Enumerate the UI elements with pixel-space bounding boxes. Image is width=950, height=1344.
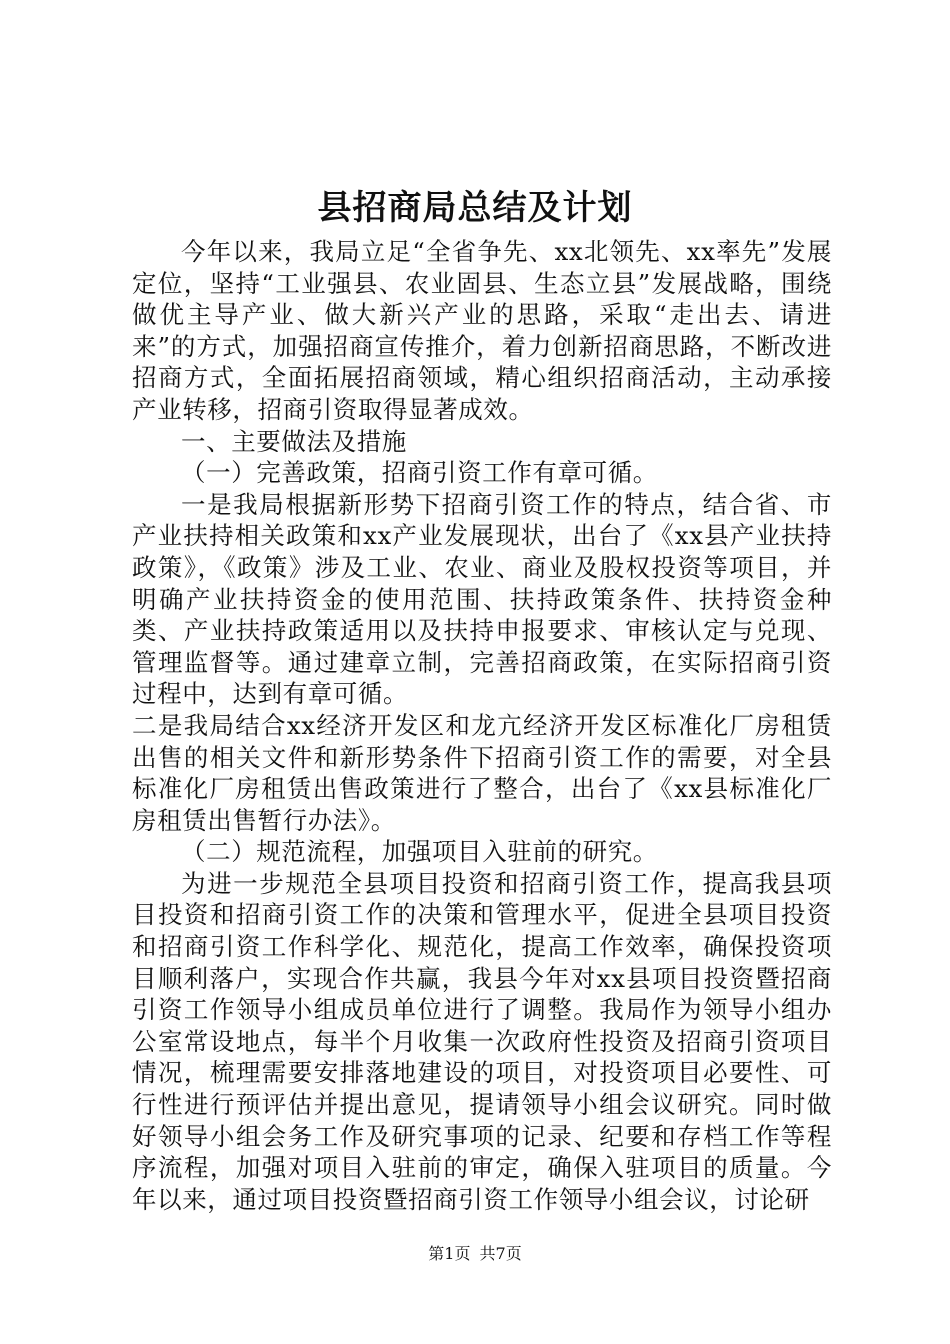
document-body — [132, 236, 832, 1215]
body-paragraph: 二是我局结合xx经济开发区和龙亢经济开发区标准化厂房租赁出售的相关文件和新形势条件下招商引资工作的需要，对全县标准化厂房租赁出售政策进行了整合，出台了《xx县标准化厂房租赁出售暂行办法》。 — [132, 710, 832, 835]
body-paragraph: 一是我局根据新形势下招商引资工作的特点，结合省、市产业扶持相关政策和xx产业发展现状，出台了《xx县产业扶持政策》，《政策》涉及工业、农业、商业及股权投资等项目，并明确产业扶持资金的使用范围、扶持政策条件、扶持资金种类、产业扶持政策适用以及扶持申报要求、审核认定与兑现、管理监督等。通过建章立制，完善招商政策，在实际招商引资过程中，达到有章可循。 — [132, 489, 832, 709]
document-title: 县招商局总结及计划 — [317, 188, 633, 228]
section-heading-1: 一、主要做法及措施 — [181, 426, 407, 456]
body-paragraph: 为进一步规范全县项目投资和招商引资工作，提高我县项目投资和招商引资工作的决策和管理水平，促进全县项目投资和招商引资工作科学化、规范化，提高工作效率，确保投资项目顺利落户，实现合作共赢，我县今年对xx县项目投资暨招商引资工作领导小组成员单位进行了调整。我局作为领导小组办公室常设地点，每半个月收集一次政府性投资及招商引资项目情况，梳理需要安排落地建设的项目，对投资项目必要性、可行性进行预评估并提出意见，提请领导小组会议研究。同时做好领导小组会务工作及研究事项的记录、纪要和存档工作等程序流程，加强对项目入驻前的审定，确保入驻项目的质量。今年以来，通过项目投资暨招商引资工作领导小组会议，讨论研 — [132, 868, 832, 1214]
subsection-heading-2: （二）规范流程，加强项目入驻前的研究。 — [181, 837, 658, 867]
subsection-heading-1: （一）完善政策，招商引资工作有章可循。 — [181, 458, 658, 488]
page-number: 第1页 — [428, 1244, 471, 1263]
intro-paragraph: 今年以来，我局立足“全省争先、xx北领先、xx率先”发展定位，坚持“工业强县、农业固县、生态立县”发展战略，围绕做优主导产业、做大新兴产业的思路，采取“走出去、请进来”的方式，加强招商宣传推介，着力创新招商思路，不断改进招商方式，全面拓展招商领域，精心组织招商活动，主动承接产业转移，招商引资取得显著成效。 — [132, 237, 832, 424]
page-footer — [0, 1243, 950, 1265]
page-total: 共7页 — [479, 1244, 522, 1263]
